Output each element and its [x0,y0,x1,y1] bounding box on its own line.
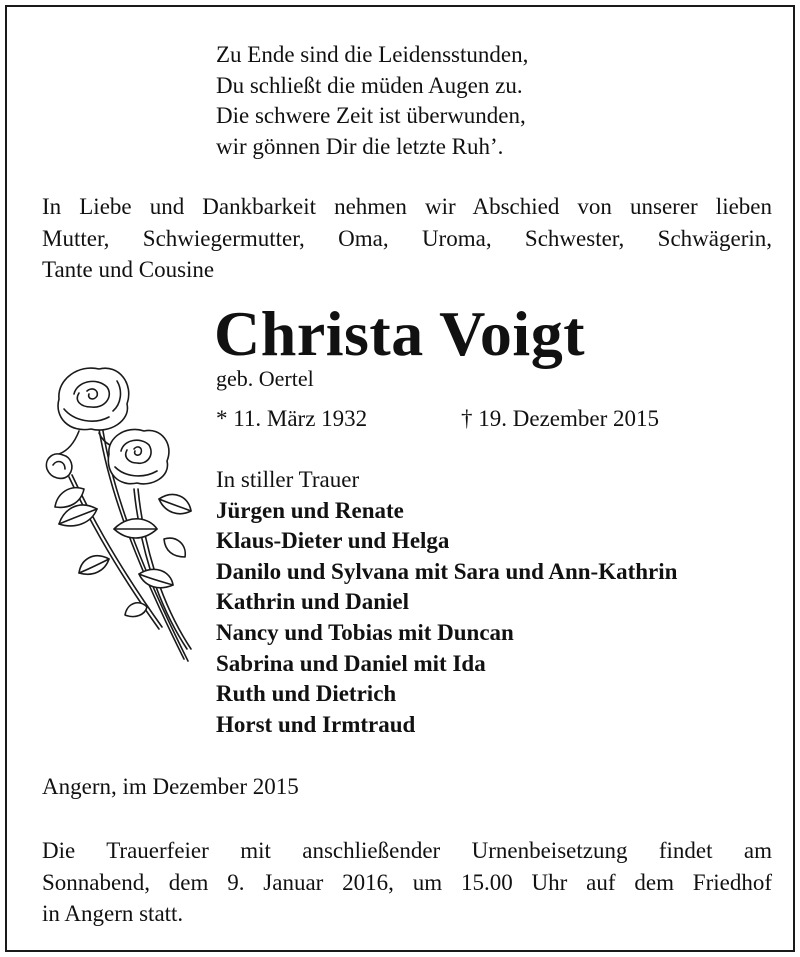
mourner-name: Horst und Irmtraud [216,711,416,737]
mourner-name: Danilo und Sylvana mit Sara und Ann-Kathrin [216,558,678,584]
intro-line: Tante und Cousine [42,257,215,282]
mourner-name: Kathrin und Daniel [216,589,409,615]
life-dates [216,404,659,434]
birth-name: geb. Oertel [216,366,314,391]
poem-line: wir gönnen Dir die letzte Ruh’. [216,133,504,159]
mourner-name: Nancy und Tobias mit Duncan [216,619,514,645]
mourner-name: Klaus-Dieter und Helga [216,528,450,554]
mourner-name: Ruth und Dietrich [216,681,397,707]
intro-line: In Liebe und Dankbarkeit nehmen wir Abschied von unserer lieben [42,194,772,219]
poem-line: Die schwere Zeit ist überwunden, [216,103,526,128]
funeral-line: Sonnabend, dem 9. Januar 2016, um 15.00 Uhr auf dem Friedhof [42,869,772,895]
death-date: † 19. Dezember 2015 [461,406,659,431]
poem-line: Zu Ende sind die Leidensstunden, [216,42,529,67]
intro-text [42,191,772,286]
birth-date: * 11. März 1932 [216,406,368,431]
place-date: Angern, im Dezember 2015 [42,774,299,799]
mourners-title: In stiller Trauer [216,467,360,492]
funeral-line: Die Trauerfeier mit anschließender Urnenbeisetzung findet am [42,838,772,863]
mourner-name: Sabrina und Daniel mit Ida [216,650,486,676]
roses-illustration-icon [39,359,199,679]
obituary-frame [5,5,795,952]
poem [216,40,528,162]
mourner-name: Jürgen und Renate [216,497,404,523]
mourners-list [216,465,677,740]
funeral-line: in Angern statt. [42,901,184,926]
intro-line: Mutter, Schwiegermutter, Oma, Uroma, Schwester, Schwägerin, [42,225,772,251]
poem-line: Du schließt die müden Augen zu. [216,72,523,98]
funeral-notice [42,835,772,930]
deceased-name: Christa Voigt [214,298,585,369]
